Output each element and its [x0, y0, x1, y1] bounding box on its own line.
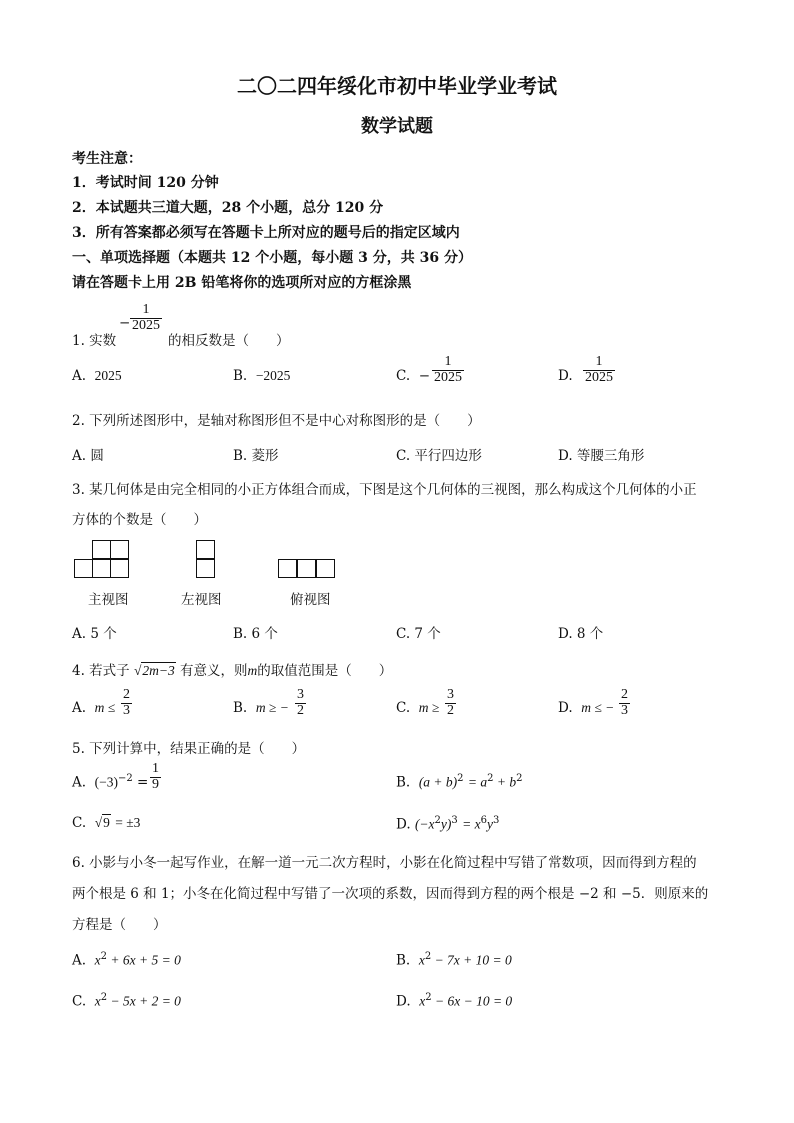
q6-a-pre: x	[94, 952, 101, 968]
top-view-cube	[316, 559, 335, 578]
q5-b-label: B.	[396, 774, 411, 791]
q1-frac-num: 1	[142, 302, 150, 317]
q4-b-den: 2	[297, 702, 304, 718]
q4-var: m	[247, 663, 258, 678]
q2-text: 2. 下列所述图形中，是轴对称图形但不是中心对称图形的是（ ）	[72, 413, 481, 429]
left-view-label: 左视图	[181, 592, 222, 608]
q1-d-den: 2025	[585, 369, 613, 385]
q4-option-a	[72, 700, 115, 716]
q4-c-num: 3	[447, 687, 454, 702]
q4-line: 4. 若式子 √2m−3 有意义，则m的取值范围是（ ）	[72, 663, 393, 679]
q5-c-radicand: 9	[103, 815, 110, 830]
q1-b-label: B.	[233, 368, 248, 384]
front-view-cube	[92, 559, 111, 578]
q4-radicand: 2m−3	[142, 663, 175, 678]
q5-option-c: C. √9 = ±3	[72, 815, 141, 831]
q6-line-2: 两个根是 6 和 1；小冬在化简过程中写错了一次项的系数，因而得到方程的两个根是 −2 和 −5．则原来的	[72, 886, 709, 902]
q5-b-base: (a + b)	[418, 774, 458, 790]
q5-b-exp: 2	[457, 773, 464, 784]
q1-a-text: 2025	[94, 368, 122, 383]
q4-d-label: D.	[558, 700, 573, 716]
q6-option-c	[72, 992, 181, 1010]
q5-b-rhs2: + b	[493, 774, 517, 790]
q4-a-expr: m ≤	[94, 700, 116, 715]
q4-b-label: B.	[233, 700, 248, 716]
q6-c-sq: 2	[100, 992, 108, 1003]
q3-option-b: B. 6 个	[233, 626, 278, 642]
q6-c-label: C.	[72, 993, 87, 1010]
q1-d-num: 1	[595, 354, 603, 369]
q6-b-label: B.	[396, 952, 411, 969]
q5-a-label: A.	[72, 774, 87, 791]
q5-option-a	[72, 773, 148, 791]
q4-b-num: 3	[297, 687, 304, 702]
q4-d-expr: m ≤ −	[581, 700, 615, 715]
q5-b-rhs-exp1: 2	[487, 773, 494, 784]
q1-fraction	[130, 303, 162, 333]
q6-c-pre: x	[94, 993, 101, 1009]
q5-a-base: (−3)	[94, 774, 118, 790]
q1-suffix: 的相反数是（ ）	[168, 333, 290, 349]
q4-a-den: 3	[123, 702, 130, 718]
q2-option-a: A. 圆	[72, 448, 104, 464]
q5-d-lhs1: (−x	[414, 816, 435, 832]
q3-option-c: C. 7 个	[396, 626, 441, 642]
q5-text: 5. 下列计算中，结果正确的是（ ）	[72, 741, 306, 757]
q4-c-label: C.	[396, 700, 411, 716]
q4-b-expr: m ≥ −	[255, 700, 289, 715]
q6-d-post: − 6x − 10 = 0	[431, 993, 513, 1009]
q4-d-den: 3	[621, 702, 628, 718]
q4-a-num: 2	[123, 687, 130, 702]
q4-option-c	[396, 700, 439, 716]
q1-option-b	[233, 368, 290, 384]
q4-b-fraction	[295, 688, 306, 718]
q5-b-rhs-exp2: 2	[516, 773, 523, 784]
left-view-cube	[196, 540, 215, 559]
q1-c-neg: −	[418, 368, 431, 384]
q4-option-b	[233, 700, 289, 716]
section-heading: 一、单项选择题（本题共 12 个小题，每小题 3 分，共 36 分）	[72, 250, 472, 266]
front-view-cube	[110, 540, 129, 559]
q5-d-label: D.	[396, 816, 411, 833]
q4-c-fraction	[445, 688, 456, 718]
q3-line-2: 方体的个数是（ ）	[72, 512, 207, 528]
front-view-cube	[110, 559, 129, 578]
q5-d-lhs-exp1: 2	[434, 815, 441, 826]
q6-a-sq: 2	[100, 951, 108, 962]
q5-a-num: 1	[152, 761, 159, 776]
q3-line-1: 3. 某几何体是由完全相同的小正方体组合而成，下图是这个几何体的三视图，那么构成这个几何体的小正	[72, 482, 697, 498]
q6-d-label: D.	[396, 993, 411, 1010]
q2-option-d: D. 等腰三角形	[558, 448, 645, 464]
front-view-cube	[74, 559, 93, 578]
q3-option-a: A. 5 个	[72, 626, 117, 642]
q1-frac-den: 2025	[132, 317, 160, 333]
front-view-cube	[92, 540, 111, 559]
q4-suffix: 的取值范围是（ ）	[257, 663, 393, 679]
q5-d-exp: 3	[451, 815, 458, 826]
q1-b-text: −2025	[255, 368, 291, 383]
q5-option-d	[396, 815, 499, 833]
top-view-figure	[278, 559, 340, 579]
q6-line-1: 6. 小影与小冬一起写作业，在解一道一元二次方程时，小影在化简过程中写错了常数项，因而得到方程的	[72, 855, 697, 871]
q6-d-sq: 2	[425, 992, 432, 1003]
q6-b-sq: 2	[424, 951, 432, 962]
q6-b-pre: x	[418, 952, 425, 968]
q4-d-num: 2	[621, 687, 628, 702]
q1-option-c-label	[396, 368, 430, 384]
q6-c-post: − 5x + 2 = 0	[107, 993, 181, 1009]
q4-option-d	[558, 700, 614, 716]
q1-option-d-fraction	[583, 355, 615, 385]
q2-option-c: C. 平行四边形	[396, 448, 482, 464]
q6-b-post: − 7x + 10 = 0	[431, 952, 512, 968]
q1-a-label: A.	[72, 368, 87, 384]
q5-a-den: 9	[152, 776, 159, 792]
notice-item-1: 1．考试时间 120 分钟	[72, 175, 219, 191]
q3-option-d: D. 8 个	[558, 626, 604, 642]
q5-c-rhs: = ±3	[115, 815, 141, 830]
exam-title: 二〇二四年绥化市初中毕业学业考试	[237, 74, 557, 98]
q5-a-exp: −2	[118, 773, 133, 784]
q4-a-label: A.	[72, 700, 87, 716]
q2-option-b: B. 菱形	[233, 448, 279, 464]
q6-option-b	[396, 951, 512, 969]
q5-c-label: C.	[72, 815, 87, 831]
q1-option-a	[72, 368, 122, 384]
q5-d-lhs2: y)	[440, 816, 452, 832]
q6-d-pre: x	[419, 993, 426, 1009]
q4-d-fraction	[619, 688, 630, 718]
section-instruction: 请在答题卡上用 2B 铅笔将你的选项所对应的方框涂黑	[72, 275, 412, 291]
q6-a-label: A.	[72, 952, 87, 969]
q1-neg: −	[119, 315, 131, 331]
q1-option-c-fraction	[432, 355, 464, 385]
q6-option-d	[396, 992, 512, 1010]
q1-prefix: 1. 实数	[72, 333, 117, 349]
q1-option-d-label: D.	[558, 368, 573, 384]
q4-a-fraction	[121, 688, 132, 718]
q5-d-rhs-exp2: 3	[492, 815, 500, 826]
left-view-figure	[196, 540, 218, 580]
exam-subtitle: 数学试题	[361, 116, 433, 137]
front-view-figure	[72, 540, 134, 580]
notice-item-3: 3．所有答案都必须写在答题卡上所对应的题号后的指定区域内	[72, 225, 460, 241]
q4-c-expr: m ≥	[418, 700, 440, 715]
q5-d-rhs2: y	[486, 816, 493, 832]
top-view-cube	[297, 559, 316, 578]
q1-c-num: 1	[444, 354, 452, 369]
top-view-label: 俯视图	[290, 592, 331, 608]
q6-option-a	[72, 951, 181, 969]
notice-item-2: 2．本试题共三道大题，28 个小题，总分 120 分	[72, 200, 384, 216]
q5-option-b	[396, 773, 522, 791]
front-view-label: 主视图	[88, 592, 129, 608]
q5-b-rhs1: = a	[467, 774, 488, 790]
q6-a-post: + 6x + 5 = 0	[107, 952, 181, 968]
q5-d-rhs-exp1: 6	[480, 815, 487, 826]
q4-mid: 有意义，则	[180, 663, 248, 679]
q5-a-fraction	[150, 762, 161, 792]
q5-a-eq: =	[137, 774, 149, 791]
q1-c-den: 2025	[434, 369, 462, 385]
q6-line-3: 方程是（ ）	[72, 917, 167, 933]
q1-c-label: C.	[396, 368, 411, 384]
notice-heading: 考生注意：	[72, 151, 142, 167]
q4-c-den: 2	[447, 702, 454, 718]
q5-d-rhs1: = x	[462, 816, 481, 832]
left-view-cube	[196, 559, 215, 578]
q4-prefix: 4. 若式子	[72, 663, 130, 679]
top-view-cube	[278, 559, 297, 578]
